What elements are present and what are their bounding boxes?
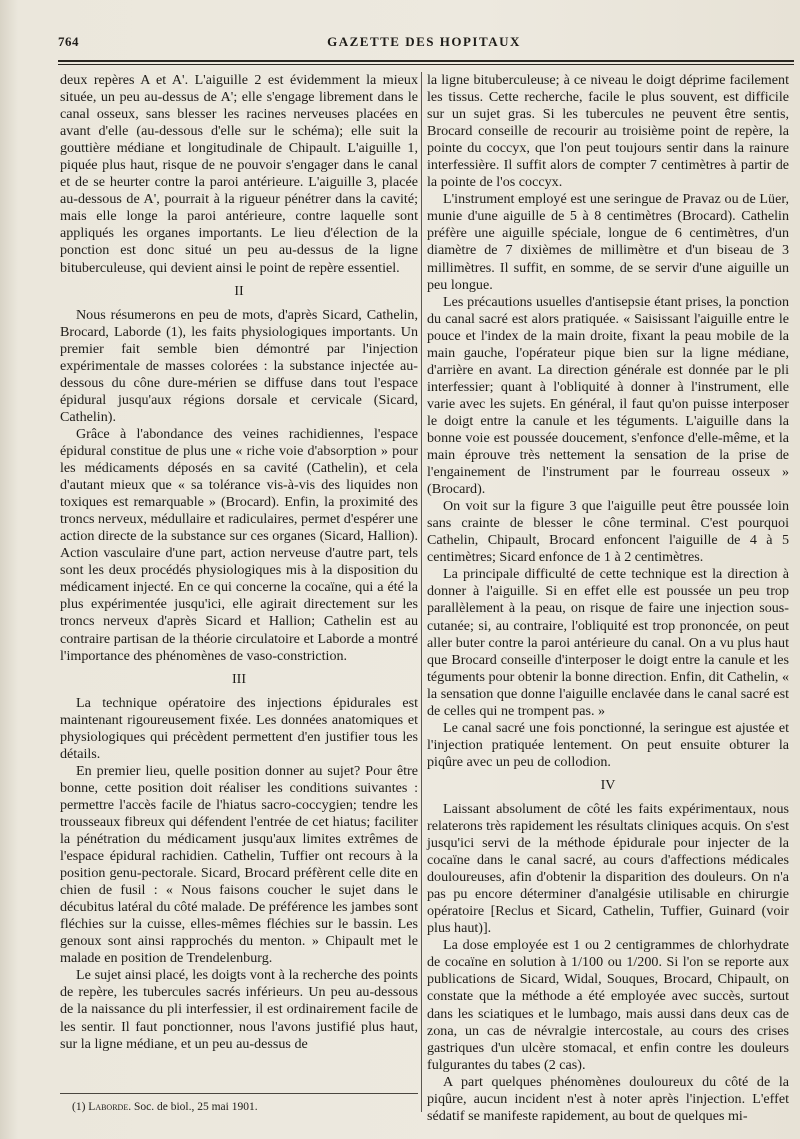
section-heading-2: II <box>234 283 244 299</box>
paragraph: Laissant absolument de côté les faits expérimentaux, nous relaterons très rapidement les résultats cliniques acquis. On s'est jusqu'ici servi de la méthode épidurale pour injecter de la cocaïne dans le canal sacré, au cours d'affections médicales douloureuses, afin d'obtenir la disparition des douleurs. On n'a pas pu encore déterminer d'analgésie utilisable en chirurgie opératoire [Reclus et Sicard, Cathelin, Tuffier, Guinard (voir plus haut)]. <box>427 800 789 937</box>
section-heading-4: IV <box>600 777 616 793</box>
paragraph: la ligne bituberculeuse; à ce niveau le doigt déprime facilement les tissus. Cette recherche, facile le plus souvent, est difficile sur un sujet gras. Si les tubercules ne peuvent être sentis, Brocard conseille de recourir au troisième point de repère, la pointe du coccyx, que l'on peut toujours sentir dans la rainure interfessière. Il suffit alors de compter 7 centimètres à partir de la pointe de l'os coccyx. <box>427 72 789 191</box>
page-header <box>58 34 790 58</box>
paragraph: A part quelques phénomènes douloureux du côté de la piqûre, aucun incident n'est à noter après l'injection. L'effet sédatif se manifeste rapidement, au bout de quelques mi- <box>427 1073 789 1124</box>
footnote <box>60 1100 418 1114</box>
paragraph: La dose employée est 1 ou 2 centigrammes de chlorhydrate de cocaïne en solution à 1/100 ou 1/200. Si l'on se reporte aux publications de Sicard, Widal, Souques, Brocard, Chipault, on constate que la méthode a été employée avec succès, surtout dans les sciatiques et le lumbago, mais aussi dans deux cas de zona, un cas de névralgie intercostale, au cours des crises gastriques d'un ulcère stomacal, et enfin contre les douleurs fulgurantes du tabes (2 cas). <box>427 937 789 1073</box>
paragraph: On voit sur la figure 3 que l'aiguille peut être poussée loin sans crainte de blesser le cône terminal. C'est pourquoi Cathelin, Chipault, Brocard enfoncent l'aiguille de 4 à 5 centimètres; Sicard enfonce de 1 à 2 centimètres. <box>427 498 789 566</box>
footnote-text: Soc. de biol., 25 mai 1901. <box>133 1101 258 1113</box>
left-column <box>60 72 418 1117</box>
paragraph: L'instrument employé est une seringue de Pravaz ou de Lüer, munie d'une aiguille de 5 à 8 centimètres (Brocard). Cathelin préfère une aiguille spéciale, longue de 6 centimètres, d'un diamètre de 7 dixièmes de millimètre et d'un biseau de 3 millimètres. Il suffit, en somme, de se servir d'une aiguille un peu longue. <box>427 191 789 293</box>
paragraph: La technique opératoire des injections épidurales est maintenant rigoureusement fixée. Les données anatomiques et physiologiques qui précèdent permettent d'en justifier tous les détails. <box>60 694 418 762</box>
footnote-marker: (1) <box>72 1101 86 1113</box>
paragraph: En premier lieu, quelle position donner au sujet? Pour être bonne, cette position doit réaliser les conditions suivantes : permettre l'accès facile de l'hiatus sacro-coccygien; tendre les trousseaux fibreux qui défendent l'entrée de cet hiatus; faciliter la pénétration du médicament jusqu'aux limites extrêmes de l'espace épidural rachidien. Cathelin, Tuffier ont recours à la position genu-pectorale. Sicard, Brocard préfèrent celle dite en chien de fusil : « Nous faisons coucher le sujet dans le décubitus latéral du côté malade. De préférence les jambes sont fléchies sur la cuisse, elles-mêmes fléchies sur le bassin. Les genoux sont ainsi rapprochés du menton. » Chipault met le malade en position de Trendelenburg. <box>60 762 418 967</box>
paragraph: Le sujet ainsi placé, les doigts vont à la recherche des points de repère, les tubercules sacrés inférieurs. Un peu au-dessous de la naissance du pli interfessier, il est ordinairement facile de les sentir. Il faut ponctionner, nous l'avons justifié plus haut, sur la ligne médiane, et un peu au-dessus de <box>60 967 418 1052</box>
header-rule <box>58 60 794 62</box>
journal-title: GAZETTE DES HOPITAUX <box>327 34 521 49</box>
footnote-rule <box>60 1093 418 1094</box>
section-heading-3: III <box>232 671 246 687</box>
page-number: 764 <box>58 34 79 49</box>
paragraph: Nous résumerons en peu de mots, d'après Sicard, Cathelin, Brocard, Laborde (1), les faits physiologiques importants. Un premier fait semble bien démontré par l'injection expérimentale de masses colorées : la substance injectée au-dessous du cône dure-mérien se diffuse dans tout l'espace épidural jusqu'aux régions dorsale et cervicale (Sicard, Cathelin). <box>60 306 418 425</box>
paragraph: Les précautions usuelles d'antisepsie étant prises, la ponction du canal sacré est alors pratiquée. « Saisissant l'aiguille entre le pouce et l'index de la main droite, fixant la peau mobile de la main gauche, l'opérateur pique bien sur la ligne médiane, d'arrière en avant. La direction générale est donnée par le pli interfessier; quant à l'obliquité à donner à l'instrument, elle varie avec les sujets. En général, il faut qu'on puisse interposer le doigt entre la canule et les téguments. L'aiguille dans la bonne voie est poussée doucement, s'enfonce d'elle-même, et la main éprouve très nettement la sensation de la prise de l'engainement de l'instrument par le fourreau osseux » (Brocard). <box>427 293 789 498</box>
footnote-author: Laborde. <box>88 1101 132 1113</box>
paragraph: Grâce à l'abondance des veines rachidiennes, l'espace épidural constitue de plus une « riche voie d'absorption » pour les médicaments déposés en sa cavité (Cathelin), et cela d'autant mieux que « sa tolérance vis-à-vis des liquides non toxiques est remarquable » (Brocard). Enfin, la proximité des troncs nerveux, médullaire et radiculaires, permet d'espérer une action directe de la substance sur ces organes (Sicard, Hallion). Action vasculaire d'une part, action nerveuse d'autre part, tels sont les deux procédés physiologiques mis à la disposition du médicament injecté. En ce qui concerne la cocaïne, qui a été la plus expérimentée jusqu'ici, elle agirait directement sur les troncs nerveux d'après Sicard et Hallion; Cathelin est au contraire partisan de la théorie circulatoire et Laborde a montré l'importance des phénomènes de vaso-constriction. <box>60 425 418 664</box>
paragraph: La principale difficulté de cette technique est la direction à donner à l'aiguille. Si en effet elle est poussée un peu trop parallèlement à la peau, on risque de faire une injection sous-cutanée; si, au contraire, l'obliquité est trop prononcée, on peut aller buter contre la paroi antérieure du canal. On a vu plus haut que Brocard conseille d'interposer le doigt entre la canule et les téguments pour obtenir la bonne direction. Enfin, dit Cathelin, « la sensation que donne l'aiguille enclavée dans le canal sacré est de celles qui ne trompent pas. » <box>427 566 789 719</box>
right-column <box>427 72 789 1124</box>
paragraph: Le canal sacré une fois ponctionné, la seringue est ajustée et l'injection pratiquée lentement. On peut ensuite obturer la piqûre avec un peu de collodion. <box>427 719 789 770</box>
header-rule-thin <box>58 64 794 65</box>
paragraph: deux repères A et A'. L'aiguille 2 est évidemment la mieux située, un peu au-dessus de A'; elle s'engage librement dans le canal osseux, sans blesser les racines nerveuses placées en avant d'elle (au-dessous d'elle sur le schéma); elle suit la gouttière médiane et longitudinale de Chipault. L'aiguille 1, piquée plus haut, risque de ne pouvoir s'engager dans le canal et de se heurter contre la paroi antérieure. L'aiguille 3, placée au-dessous de A', pourrait à la rigueur pénétrer dans la cavité; mais elle longe la paroi antérieure, contre laquelle sont appliqués les organes importants. Le lieu d'élection de la ponction est donc situé un peu au-dessus de la ligne bituberculeuse, qui devient ainsi le point de repère essentiel. <box>60 72 418 276</box>
column-divider <box>421 72 422 1112</box>
